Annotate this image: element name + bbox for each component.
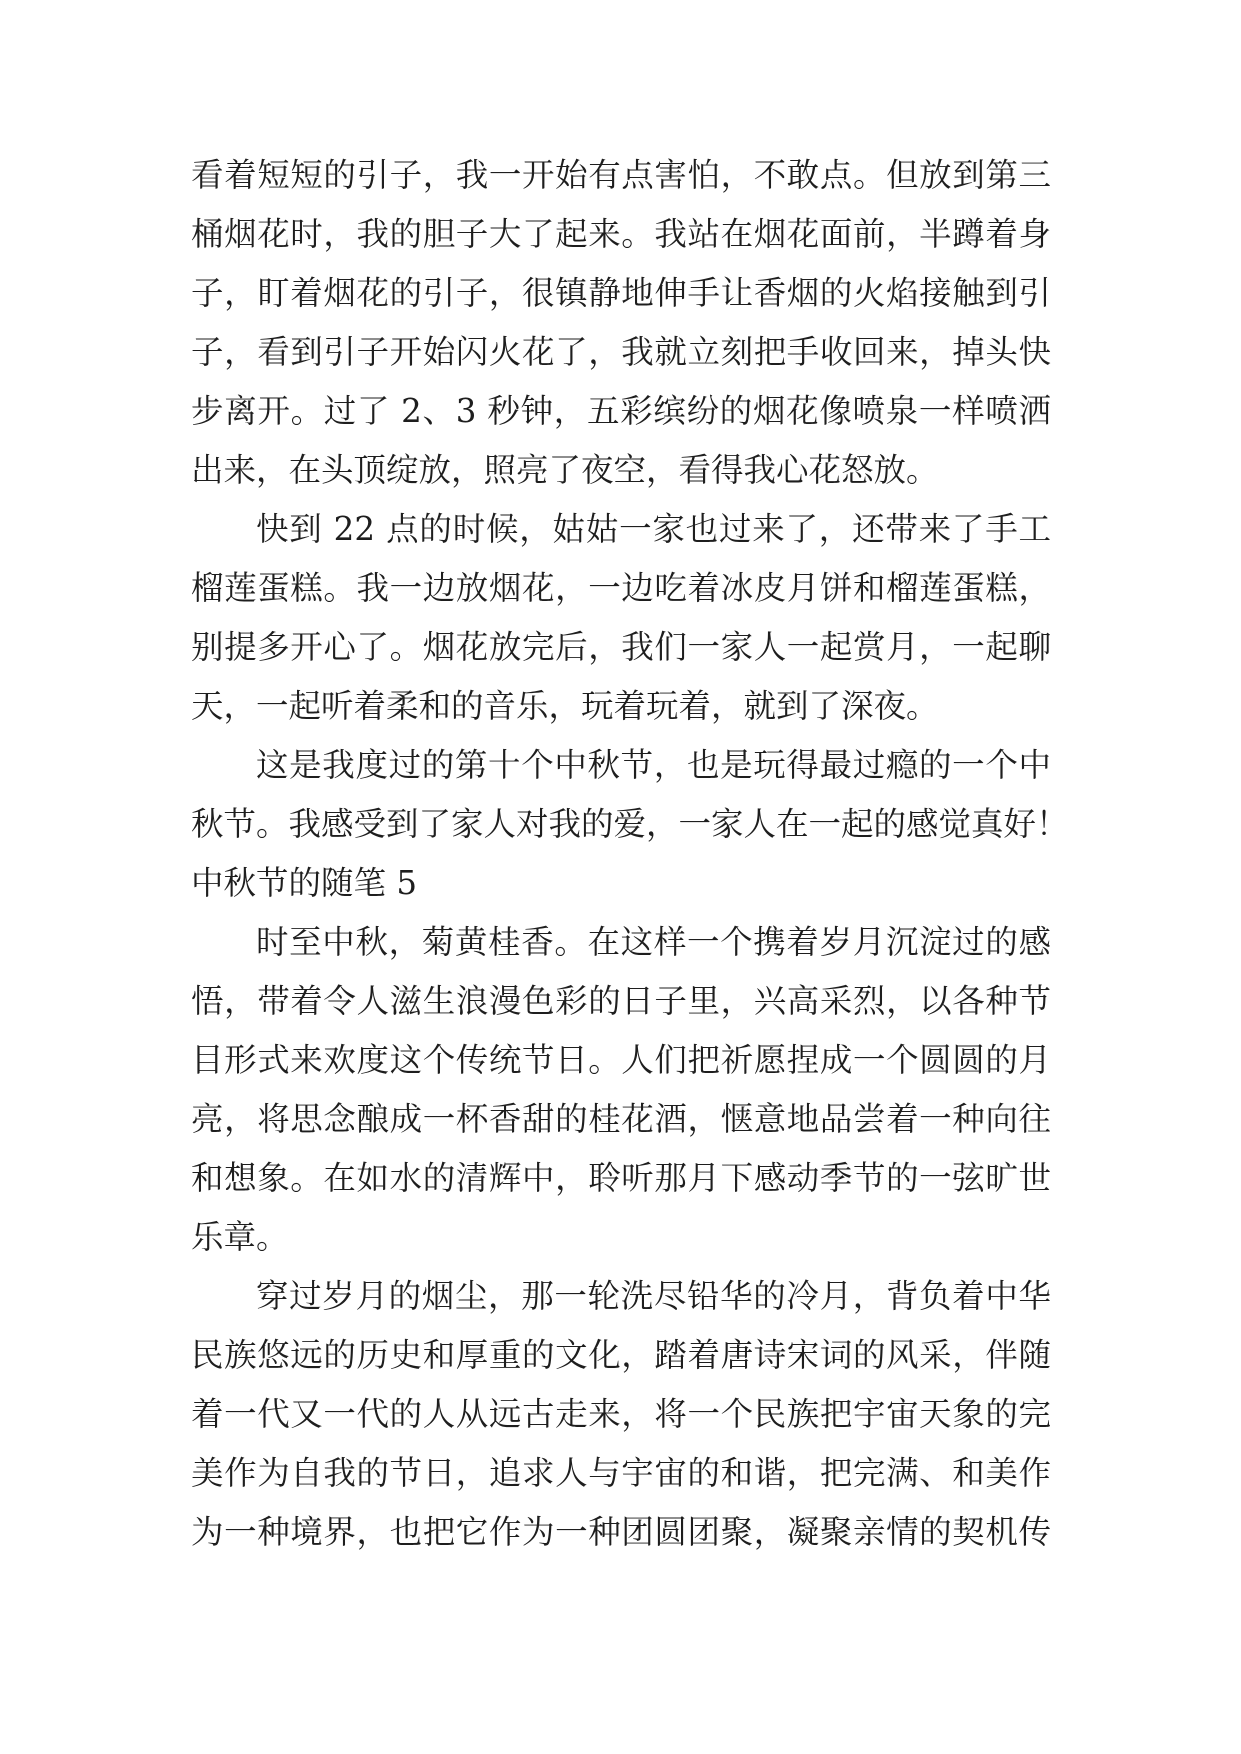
text-line: 子，看到引子开始闪火花了，我就立刻把手收回来，掉头快 <box>191 333 1051 371</box>
text-line: 和想象。在如水的清辉中，聆听那月下感动季节的一弦旷世 <box>191 1159 1051 1197</box>
paragraph <box>191 913 1051 1267</box>
text-line: 天，一起听着柔和的音乐，玩着玩着，就到了深夜。 <box>191 687 939 725</box>
text-line: 穿过岁月的烟尘，那一轮洗尽铅华的冷月，背负着中华 <box>256 1277 1051 1315</box>
text-line: 榴莲蛋糕。我一边放烟花，一边吃着冰皮月饼和榴莲蛋糕， <box>191 569 1051 607</box>
text-line: 这是我度过的第十个中秋节，也是玩得最过瘾的一个中 <box>256 746 1051 784</box>
text-line: 着一代又一代的人从远古走来，将一个民族把宇宙天象的完 <box>191 1395 1051 1433</box>
text-line: 时至中秋，菊黄桂香。在这样一个携着岁月沉淀过的感 <box>256 923 1051 961</box>
paragraph <box>191 146 1051 500</box>
paragraph <box>191 500 1051 736</box>
text-line: 为一种境界，也把它作为一种团圆团聚，凝聚亲情的契机传 <box>191 1513 1051 1551</box>
text-line: 步离开。过了 2、3 秒钟，五彩缤纷的烟花像喷泉一样喷洒 <box>191 392 1051 430</box>
text-line: 快到 22 点的时候，姑姑一家也过来了，还带来了手工 <box>256 510 1051 548</box>
text-line: 乐章。 <box>191 1218 289 1256</box>
text-line: 别提多开心了。烟花放完后，我们一家人一起赏月，一起聊 <box>191 628 1051 666</box>
text-line: 子，盯着烟花的引子，很镇静地伸手让香烟的火焰接触到引 <box>191 274 1051 312</box>
text-line: 美作为自我的节日，追求人与宇宙的和谐，把完满、和美作 <box>191 1454 1051 1492</box>
text-line: 中秋节的随笔 5 <box>191 864 418 902</box>
text-line: 目形式来欢度这个传统节日。人们把祈愿捏成一个圆圆的月 <box>191 1041 1051 1079</box>
text-line: 秋节。我感受到了家人对我的爱，一家人在一起的感觉真好！ <box>191 805 1069 843</box>
text-line: 看着短短的引子，我一开始有点害怕，不敢点。但放到第三 <box>191 156 1051 194</box>
text-line: 出来，在头顶绽放，照亮了夜空，看得我心花怒放。 <box>191 451 939 489</box>
text-line: 亮，将思念酿成一杯香甜的桂花酒，惬意地品尝着一种向往 <box>191 1100 1051 1138</box>
text-line: 桶烟花时，我的胆子大了起来。我站在烟花面前，半蹲着身 <box>191 215 1051 253</box>
body-text <box>191 146 1069 1562</box>
paragraph <box>191 1267 1051 1562</box>
text-line: 民族悠远的历史和厚重的文化，踏着唐诗宋词的风采，伴随 <box>191 1336 1051 1374</box>
section-heading <box>191 854 1051 913</box>
paragraph <box>191 736 1069 854</box>
text-line: 悟，带着令人滋生浪漫色彩的日子里，兴高采烈，以各种节 <box>191 982 1051 1020</box>
